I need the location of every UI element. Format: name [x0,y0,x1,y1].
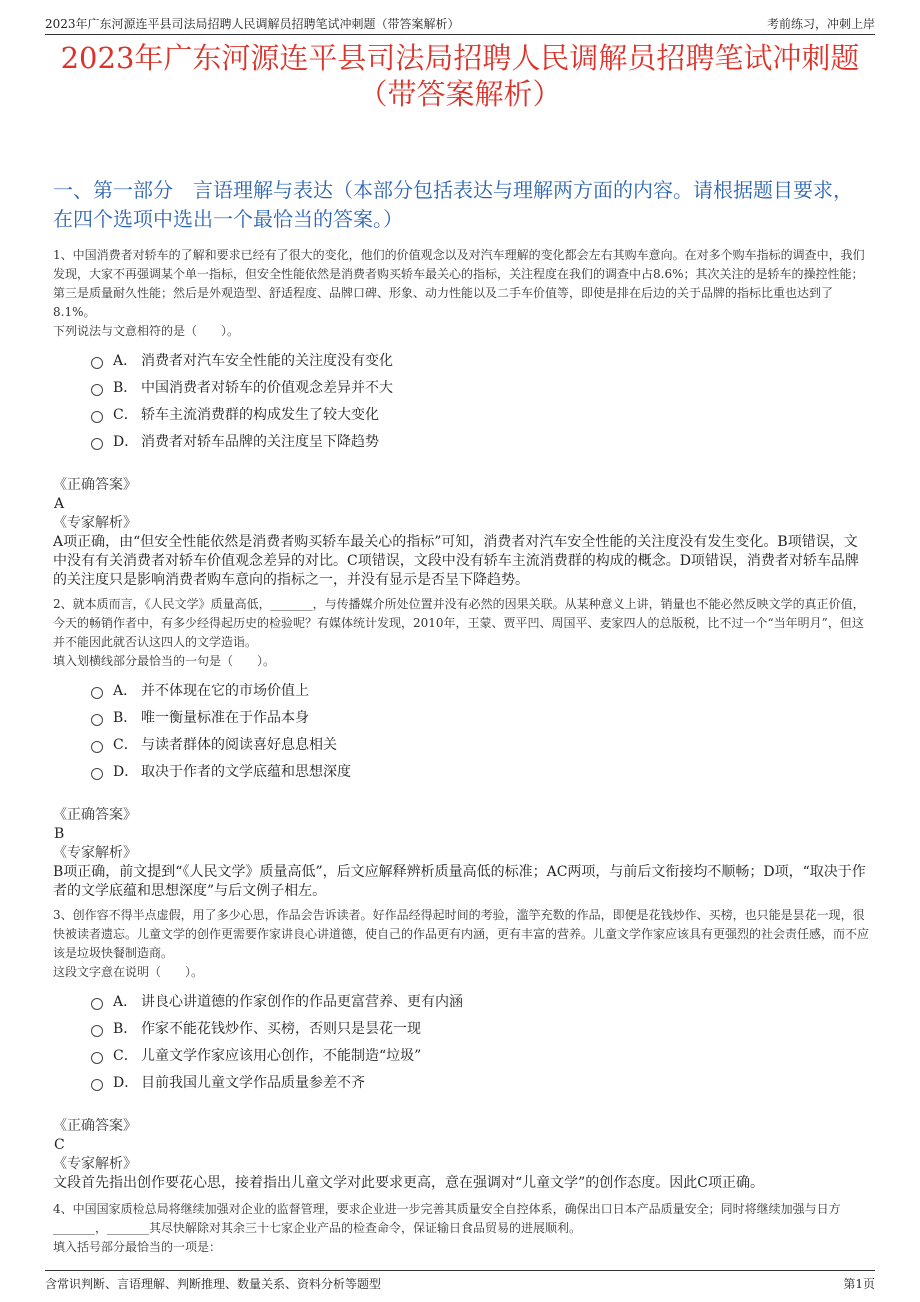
option-text: 目前我国儿童文学作品质量参差不齐 [141,1074,365,1091]
option-text: 中国消费者对轿车的价值观念差异并不大 [141,379,393,396]
question-prompt: 填入括号部分最恰当的一项是： [53,1240,222,1254]
radio-icon[interactable] [91,438,103,450]
answer-label: 《正确答案》 [53,1118,137,1134]
document-title [40,40,880,112]
explanation-text: 文段首先指出创作要花心思，接着指出儿童文学对此要求更高，意在强调对“儿童文学”的创作态度。因此C项正确。 [53,1175,765,1191]
option-letter: C． [113,736,138,753]
question-1 [53,246,870,590]
radio-icon[interactable] [91,768,103,780]
option-text: 讲良心讲道德的作家创作的作品更富营养、更有内涵 [141,993,463,1010]
answer-block [53,806,870,901]
radio-icon[interactable] [91,998,103,1010]
explanation-label: 《专家解析》 [53,1156,137,1172]
option-list [91,987,870,1095]
explanation-label: 《专家解析》 [53,515,137,531]
option-letter: A． [113,682,138,699]
answer-value: B [54,826,65,842]
option-c[interactable] [91,730,870,757]
option-text: 取决于作者的文学底蕴和思想深度 [141,763,351,780]
question-stem: 1、中国消费者对轿车的了解和要求已经有了很大的变化，他们的价值观念以及对汽车理解的变化都会左右其购车意向。在对多个购车指标的调查中，我们发现，大家不再强调某个单一指标，但安全性能依然是消费者购买轿车最关心的指标，关注程度在我们的调查中占8.6%；其次关注的是轿车的操控性能；第三是质量耐久性能；然后是外观造型、舒适程度、品牌口碑、形象、动力性能以及二手车价值等，即使是排在后边的关于品牌的指标比重也达到了8.1%。 [53,248,865,319]
question-stem: 2、就本质而言，《人民文学》质量高低，_______，与传播媒介所处位置并没有必然的因果关联。从某种意义上讲，销量也不能必然反映文学的真正价值，今天的畅销作者中，有多少经得起历史的检验呢？有媒体统计发现，2010年，王蒙、贾平凹、周国平、麦家四人的总版税，比不过一个“当年明月”，但这并不能因此就否认这四人的文学造诣。 [53,597,865,649]
footer-topics: 含常识判断、言语理解、判断推理、数量关系、资料分析等题型 [45,1276,382,1291]
option-text: 消费者对汽车安全性能的关注度没有变化 [141,352,393,369]
option-letter: D． [113,763,139,780]
option-text: 唯一衡量标准在于作品本身 [141,709,309,726]
option-b[interactable] [91,373,870,400]
option-d[interactable] [91,1068,870,1095]
option-letter: A． [113,352,138,369]
radio-icon[interactable] [91,714,103,726]
radio-icon[interactable] [91,411,103,423]
option-letter: B． [113,379,138,396]
option-d[interactable] [91,427,870,454]
section-heading: 一、第一部分 言语理解与表达（本部分包括表达与理解两方面的内容。请根据题目要求，在四个选项中选出一个最恰当的答案。） [53,178,853,231]
option-a[interactable] [91,346,870,373]
explanation-text: B项正确，前文提到“《人民文学》质量高低”，后文应解释辨析质量高低的标准；AC两项，与前后文衔接均不顺畅；D项，“取决于作者的文学底蕴和思想深度”与后文例子相左。 [53,864,866,899]
radio-icon[interactable] [91,687,103,699]
question-3 [53,906,870,1193]
radio-icon[interactable] [91,741,103,753]
option-letter: D． [113,1074,139,1091]
question-stem: 4、中国国家质检总局将继续加强对企业的监督管理，要求企业进一步完善其质量安全自控体系，确保出口日本产品质量安全；同时将继续加强与日方_______，_______其尽快解除对其余三十七家企业产品的检查命令，保证输日食品贸易的进展顺利。 [53,1202,841,1235]
option-letter: B． [113,709,138,726]
option-c[interactable] [91,400,870,427]
option-c[interactable] [91,1041,870,1068]
option-letter: C． [113,1047,138,1064]
question-stem: 3、创作容不得半点虚假，用了多少心思，作品会告诉读者。好作品经得起时间的考验，滥竽充数的作品，即便是花钱炒作、买榜，也只能是昙花一现，很快被读者遗忘。儿童文学的创作更需要作家讲良心讲道德，使自己的作品更有内涵，更有丰富的营养。儿童文学作家应该具有更强烈的社会责任感，而不应该是垃圾快餐制造商。 [53,908,870,960]
radio-icon[interactable] [91,1025,103,1037]
answer-value: C [54,1137,65,1153]
question-prompt: 这段文字意在说明（ ）。 [53,965,204,979]
page-number: 第1页 [843,1276,875,1291]
answer-label: 《正确答案》 [53,807,137,823]
radio-icon[interactable] [91,384,103,396]
option-text: 与读者群体的阅读喜好息息相关 [141,736,337,753]
answer-value: A [54,496,65,512]
option-text: 消费者对轿车品牌的关注度呈下降趋势 [141,433,379,450]
option-letter: D． [113,433,139,450]
option-a[interactable] [91,676,870,703]
option-d[interactable] [91,757,870,784]
option-list [91,346,870,454]
option-text: 轿车主流消费群的构成发生了较大变化 [141,406,379,423]
answer-block [53,476,870,590]
option-b[interactable] [91,1014,870,1041]
option-a[interactable] [91,987,870,1014]
running-header [45,10,875,35]
running-footer [45,1270,875,1293]
option-text: 作家不能花钱炒作、买榜，否则只是昙花一现 [141,1020,421,1037]
header-slogan: 考前练习，冲刺上岸 [766,17,875,31]
header-doc-name: 2023年广东河源连平县司法局招聘人民调解员招聘笔试冲刺题（带答案解析） [45,17,460,31]
explanation-text: A项正确，由“但安全性能依然是消费者购买轿车最关心的指标”可知，消费者对汽车安全性能的关注度没有发生变化。B项错误，文中没有有关消费者对轿车价值观念差异的对比。C项错误，文段中没有轿车主流消费群的构成的概念。D项错误，消费者对轿车品牌的关注度只是影响消费者购车意向的指标之一，并没有显示是否呈下降趋势。 [53,534,859,588]
option-list [91,676,870,784]
answer-label: 《正确答案》 [53,477,137,493]
option-b[interactable] [91,703,870,730]
option-letter: C． [113,406,138,423]
option-letter: A． [113,993,138,1010]
radio-icon[interactable] [91,1052,103,1064]
answer-block [53,1117,870,1193]
title-line-1: 2023年广东河源连平县司法局招聘人民调解员招聘笔试冲刺题 [60,41,860,75]
question-prompt: 填入划横线部分最恰当的一句是（ ）。 [53,654,276,668]
radio-icon[interactable] [91,1079,103,1091]
radio-icon[interactable] [91,357,103,369]
option-text: 儿童文学作家应该用心创作，不能制造“垃圾” [141,1047,422,1064]
question-prompt: 下列说法与文意相符的是（ ）。 [53,324,240,338]
question-4 [53,1200,870,1256]
title-line-2: （带答案解析） [358,77,562,111]
option-text: 并不体现在它的市场价值上 [141,682,309,699]
question-2 [53,595,870,901]
explanation-label: 《专家解析》 [53,845,137,861]
option-letter: B． [113,1020,138,1037]
